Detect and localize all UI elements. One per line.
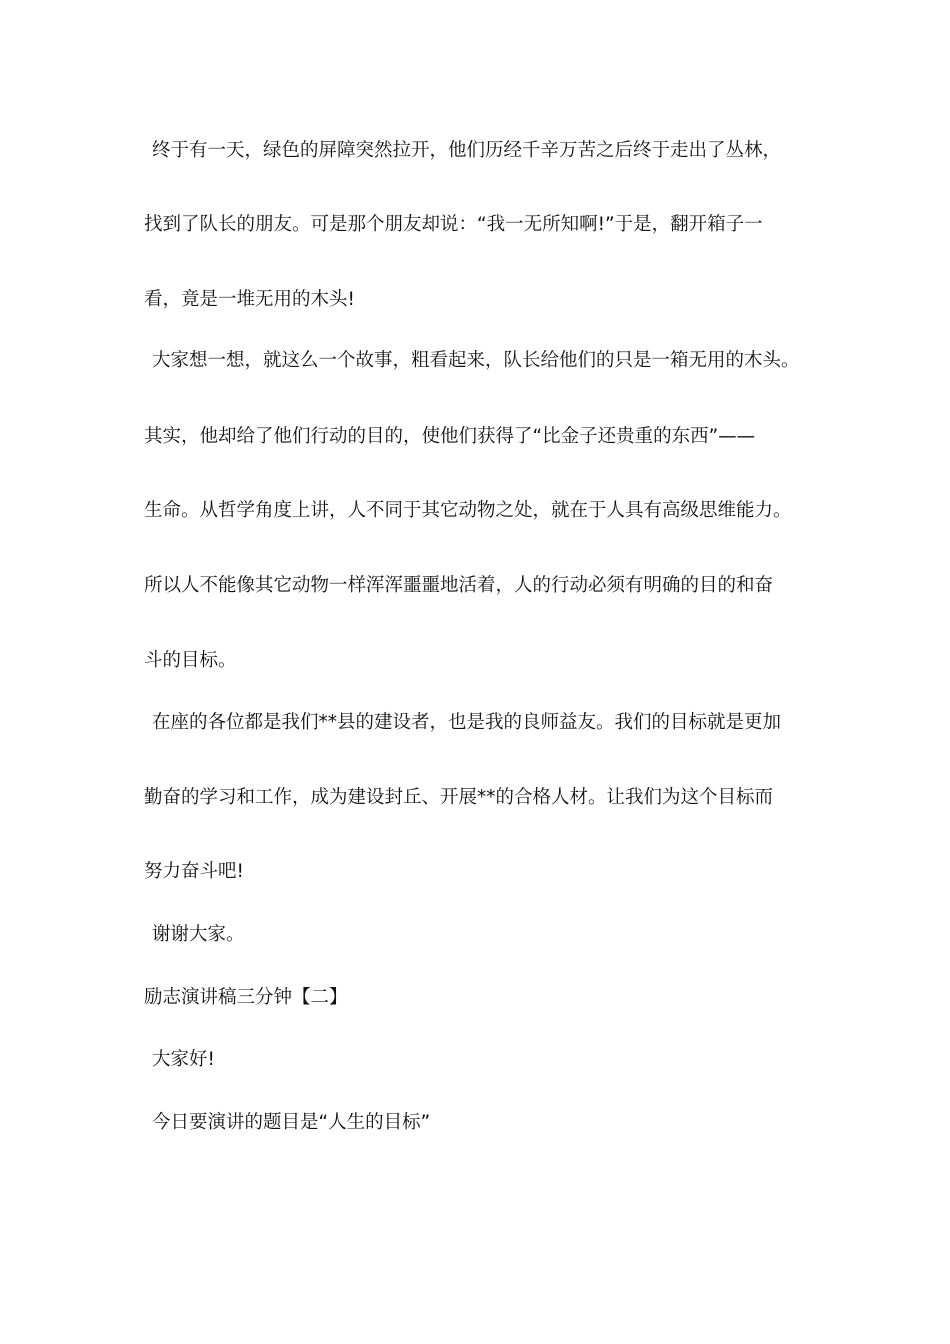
paragraph-2-line-1: 大家想一想，就这么一个故事，粗看起来，队长给他们的只是一箱无用的木头。	[152, 350, 800, 371]
paragraph-3-line-3: 努力奋斗吧!	[144, 861, 244, 882]
paragraph-1-line-3: 看，竟是一堆无用的木头!	[144, 289, 355, 310]
paragraph-2-line-4: 所以人不能像其它动物一样浑浑噩噩地活着，人的行动必须有明确的目的和奋	[144, 575, 774, 596]
paragraph-1-line-2: 找到了队长的朋友。可是那个朋友却说：“我一无所知啊!”于是，翻开箱子一	[144, 214, 763, 235]
paragraph-1-line-1: 终于有一天，绿色的屏障突然拉开，他们历经千辛万苦之后终于走出了丛林，	[152, 140, 782, 161]
paragraph-3-line-1: 在座的各位都是我们**县的建设者，也是我的良师益友。我们的目标就是更加	[152, 712, 782, 733]
greeting-line: 大家好!	[152, 1049, 215, 1070]
topic-line: 今日要演讲的题目是“人生的目标”	[152, 1112, 431, 1133]
section-heading: 励志演讲稿三分钟【二】	[144, 987, 348, 1008]
thanks-line: 谢谢大家。	[152, 924, 245, 945]
paragraph-2-line-3: 生命。从哲学角度上讲，人不同于其它动物之处，就在于人具有高级思维能力。	[144, 500, 792, 521]
paragraph-2-line-2: 其实，他却给了他们行动的目的，使他们获得了“比金子还贵重的东西”——	[144, 426, 756, 447]
paragraph-3-line-2: 勤奋的学习和工作，成为建设封丘、开展**的合格人材。让我们为这个目标而	[144, 787, 774, 808]
paragraph-2-line-5: 斗的目标。	[144, 650, 237, 671]
